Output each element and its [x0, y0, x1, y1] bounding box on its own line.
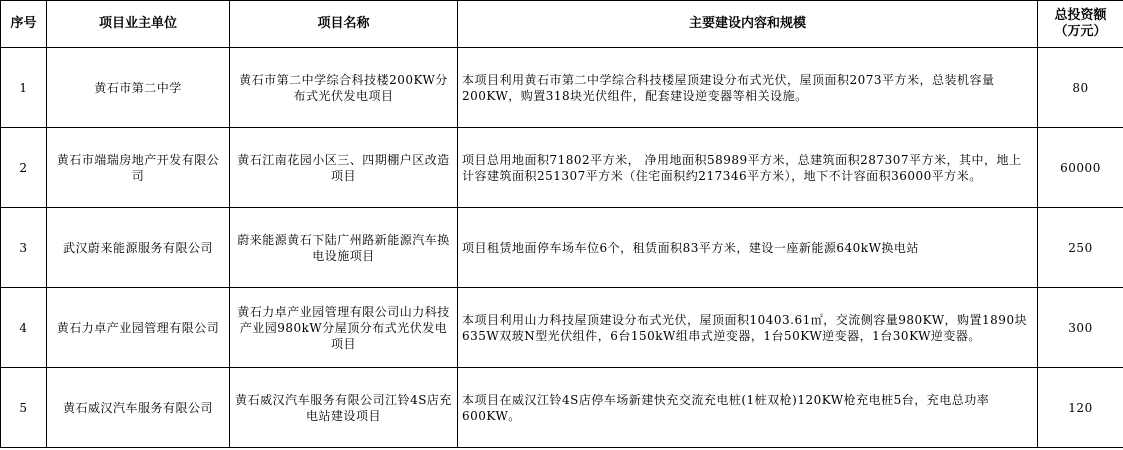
row-project-name: 蔚来能源黄石下陆广州路新能源汽车换电设施项目	[230, 208, 458, 288]
row-seq: 1	[1, 48, 47, 128]
row-project-name: 黄石江南花园小区三、四期棚户区改造项目	[230, 128, 458, 208]
row-owner: 黄石市端瑞房地产开发有限公司	[47, 128, 230, 208]
row-investment: 300	[1038, 288, 1123, 368]
header-name: 项目名称	[230, 1, 458, 48]
row-seq: 3	[1, 208, 47, 288]
row-owner: 黄石威汉汽车服务有限公司	[47, 368, 230, 448]
header-owner: 项目业主单位	[47, 1, 230, 48]
header-investment: 总投资额 （万元）	[1038, 1, 1123, 48]
row-seq: 4	[1, 288, 47, 368]
row-investment: 80	[1038, 48, 1123, 128]
row-seq: 5	[1, 368, 47, 448]
row-content: 本项目利用黄石市第二中学综合科技楼屋顶建设分布式光伏，屋顶面积2073平方米，总装机容量200KW，购置318块光伏组件，配套建设逆变器等相关设施。	[458, 48, 1038, 128]
header-content: 主要建设内容和规模	[458, 1, 1038, 48]
row-owner: 黄石力卓产业园管理有限公司	[47, 288, 230, 368]
row-content: 本项目在威汉江铃4S店停车场新建快充交流充电桩(1桩双枪)120KW枪充电桩5台，充电总功率600KW。	[458, 368, 1038, 448]
row-seq: 2	[1, 128, 47, 208]
row-investment: 250	[1038, 208, 1123, 288]
row-investment: 120	[1038, 368, 1123, 448]
row-content: 项目总用地面积71802平方米， 净用地面积58989平方米，总建筑面积287307平方米，其中，地上计容建筑面积251307平方米（住宅面积约217346平方米），地下不计容面积36000平方米。	[458, 128, 1038, 208]
row-owner: 武汉蔚来能源服务有限公司	[47, 208, 230, 288]
table-row	[1, 288, 1123, 368]
row-investment: 60000	[1038, 128, 1123, 208]
header-row	[1, 1, 1123, 48]
table-row	[1, 128, 1123, 208]
header-seq: 序号	[1, 1, 47, 48]
table-row	[1, 208, 1123, 288]
table-row	[1, 48, 1123, 128]
table-row	[1, 368, 1123, 448]
row-content: 项目租赁地面停车场车位6个，租赁面积83平方米，建设一座新能源640kW换电站	[458, 208, 1038, 288]
row-owner: 黄石市第二中学	[47, 48, 230, 128]
row-project-name: 黄石市第二中学综合科技楼200KW分布式光伏发电项目	[230, 48, 458, 128]
row-project-name: 黄石威汉汽车服务有限公司江铃4S店充电站建设项目	[230, 368, 458, 448]
row-project-name: 黄石力卓产业园管理有限公司山力科技产业园980kW分屋顶分布式光伏发电项目	[230, 288, 458, 368]
row-content: 本项目利用山力科技屋顶建设分布式光伏，屋顶面积10403.61㎡，交流侧容量980KW，购置1890块635W双玻N型光伏组件，6台150kW组串式逆变器，1台50KW逆变器，1台30KW逆变器。	[458, 288, 1038, 368]
